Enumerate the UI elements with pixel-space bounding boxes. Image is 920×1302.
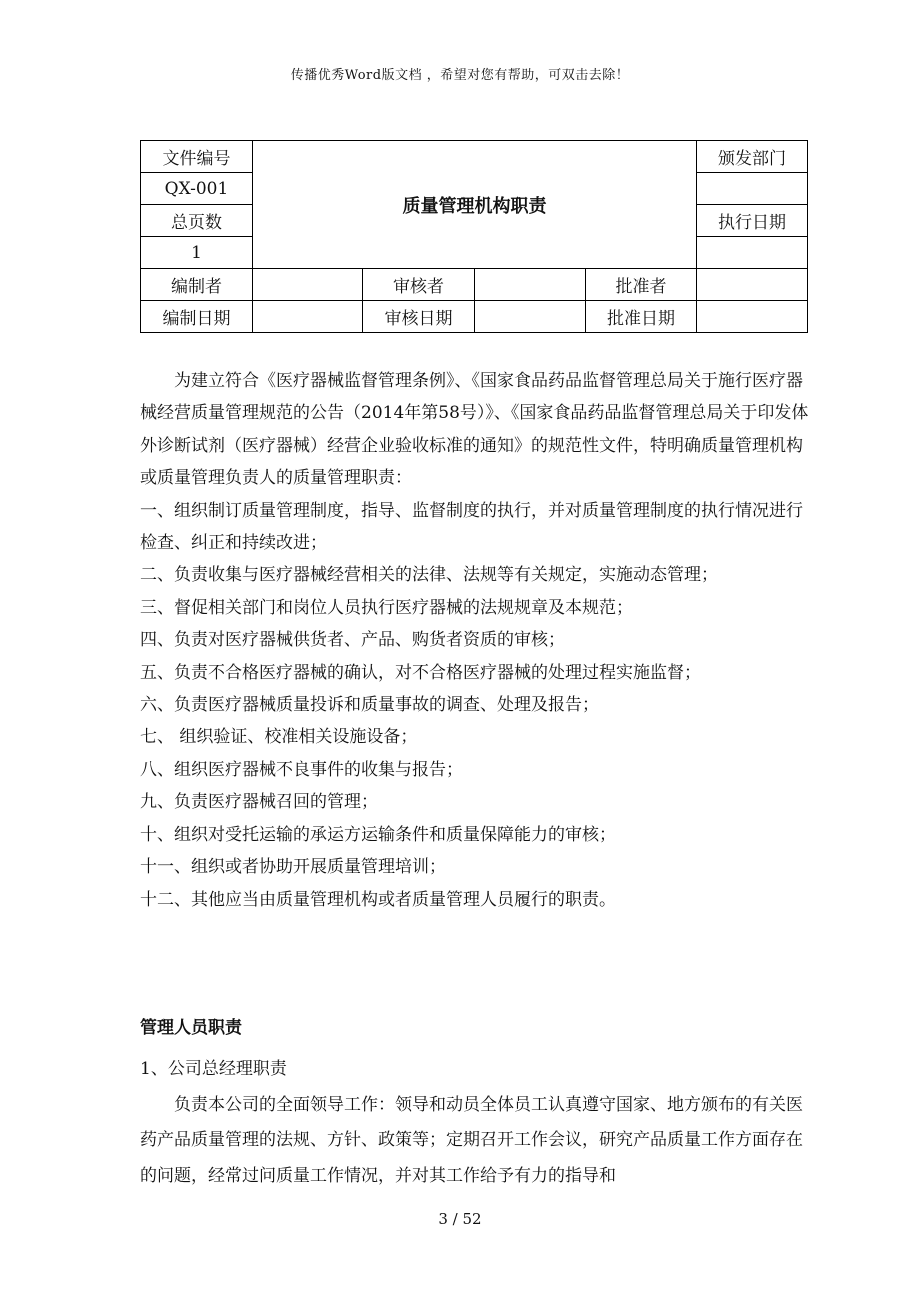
subsection: [140, 1052, 812, 1194]
approve-date-value: [697, 301, 808, 333]
exec-date-value: [697, 237, 808, 269]
duty-item: 六、负责医疗器械质量投诉和质量事故的调查、处理及报告；: [140, 695, 599, 716]
author-date-value: [253, 301, 363, 333]
document-title: 质量管理机构职责: [253, 141, 697, 269]
reviewer-value: [475, 269, 586, 301]
author-date-label: 编制日期: [141, 301, 253, 333]
duty-item: 十一、组织或者协助开展质量管理培训；: [140, 857, 446, 878]
author-value: [253, 269, 363, 301]
subsection-paragraph: 负责本公司的全面领导工作：领导和动员全体员工认真遵守国家、地方颁布的有关医药产品质量管理的法规、方针、政策等；定期召开工作会议，研究产品质量工作方面存在的问题，经常过问质量工作情况，并对其工作给予有力的指导和: [140, 1094, 803, 1186]
duty-item: 十、组织对受托运输的承运方运输条件和质量保障能力的审核；: [140, 824, 616, 845]
exec-date-label: 执行日期: [697, 205, 808, 237]
doc-no-label: 文件编号: [141, 141, 253, 173]
document-control-table: [140, 140, 808, 333]
review-date-label: 审核日期: [363, 301, 475, 333]
duty-item: 十二、其他应当由质量管理机构或者质量管理人员履行的职责。: [140, 889, 616, 910]
reviewer-label: 审核者: [363, 269, 475, 301]
issue-dept-value: [697, 173, 808, 205]
doc-no-value: QX-001: [141, 173, 253, 205]
subsection-title: 1、公司总经理职责: [140, 1059, 287, 1079]
body-text: [140, 365, 812, 916]
duty-item: 八、组织医疗器械不良事件的收集与报告；: [140, 759, 463, 780]
duty-item: 四、负责对医疗器械供货者、产品、购货者资质的审核；: [140, 630, 565, 651]
duty-item: 三、督促相关部门和岗位人员执行医疗器械的法规规章及本规范；: [140, 597, 633, 618]
approve-date-label: 批准日期: [586, 301, 697, 333]
header-note: 传播优秀Word版文档 ，希望对您有帮助，可双击去除！: [290, 68, 630, 83]
review-date-value: [475, 301, 586, 333]
author-label: 编制者: [141, 269, 253, 301]
issue-dept-label: 颁发部门: [697, 141, 808, 173]
approver-label: 批准者: [586, 269, 697, 301]
intro-paragraph: 为建立符合《医疗器械监督管理条例》、《国家食品药品监督管理总局关于施行医疗器械经营质量管理规范的公告（2014年第58号）》、《国家食品药品监督管理总局关于印发体外诊断试剂（医疗器械）经营企业验收标准的通知》的规范性文件，特明确质量管理机构或质量管理负责人的质量管理职责：: [140, 371, 809, 489]
section-heading: 管理人员职责: [140, 1018, 242, 1038]
approver-value: [697, 269, 808, 301]
duty-item: 二、负责收集与医疗器械经营相关的法律、法规等有关规定，实施动态管理；: [140, 565, 718, 586]
duty-item: 七、 组织验证、校准相关设施设备；: [140, 727, 418, 748]
pages-label: 总页数: [141, 205, 253, 237]
duty-item: 一、组织制订质量管理制度，指导、监督制度的执行，并对质量管理制度的执行情况进行检查、纠正和持续改进；: [140, 500, 803, 554]
duty-item: 五、负责不合格医疗器械的确认，对不合格医疗器械的处理过程实施监督；: [140, 662, 701, 683]
page-number: 3 / 52: [438, 1210, 482, 1228]
pages-value: 1: [141, 237, 253, 269]
duty-item: 九、负责医疗器械召回的管理；: [140, 792, 378, 813]
